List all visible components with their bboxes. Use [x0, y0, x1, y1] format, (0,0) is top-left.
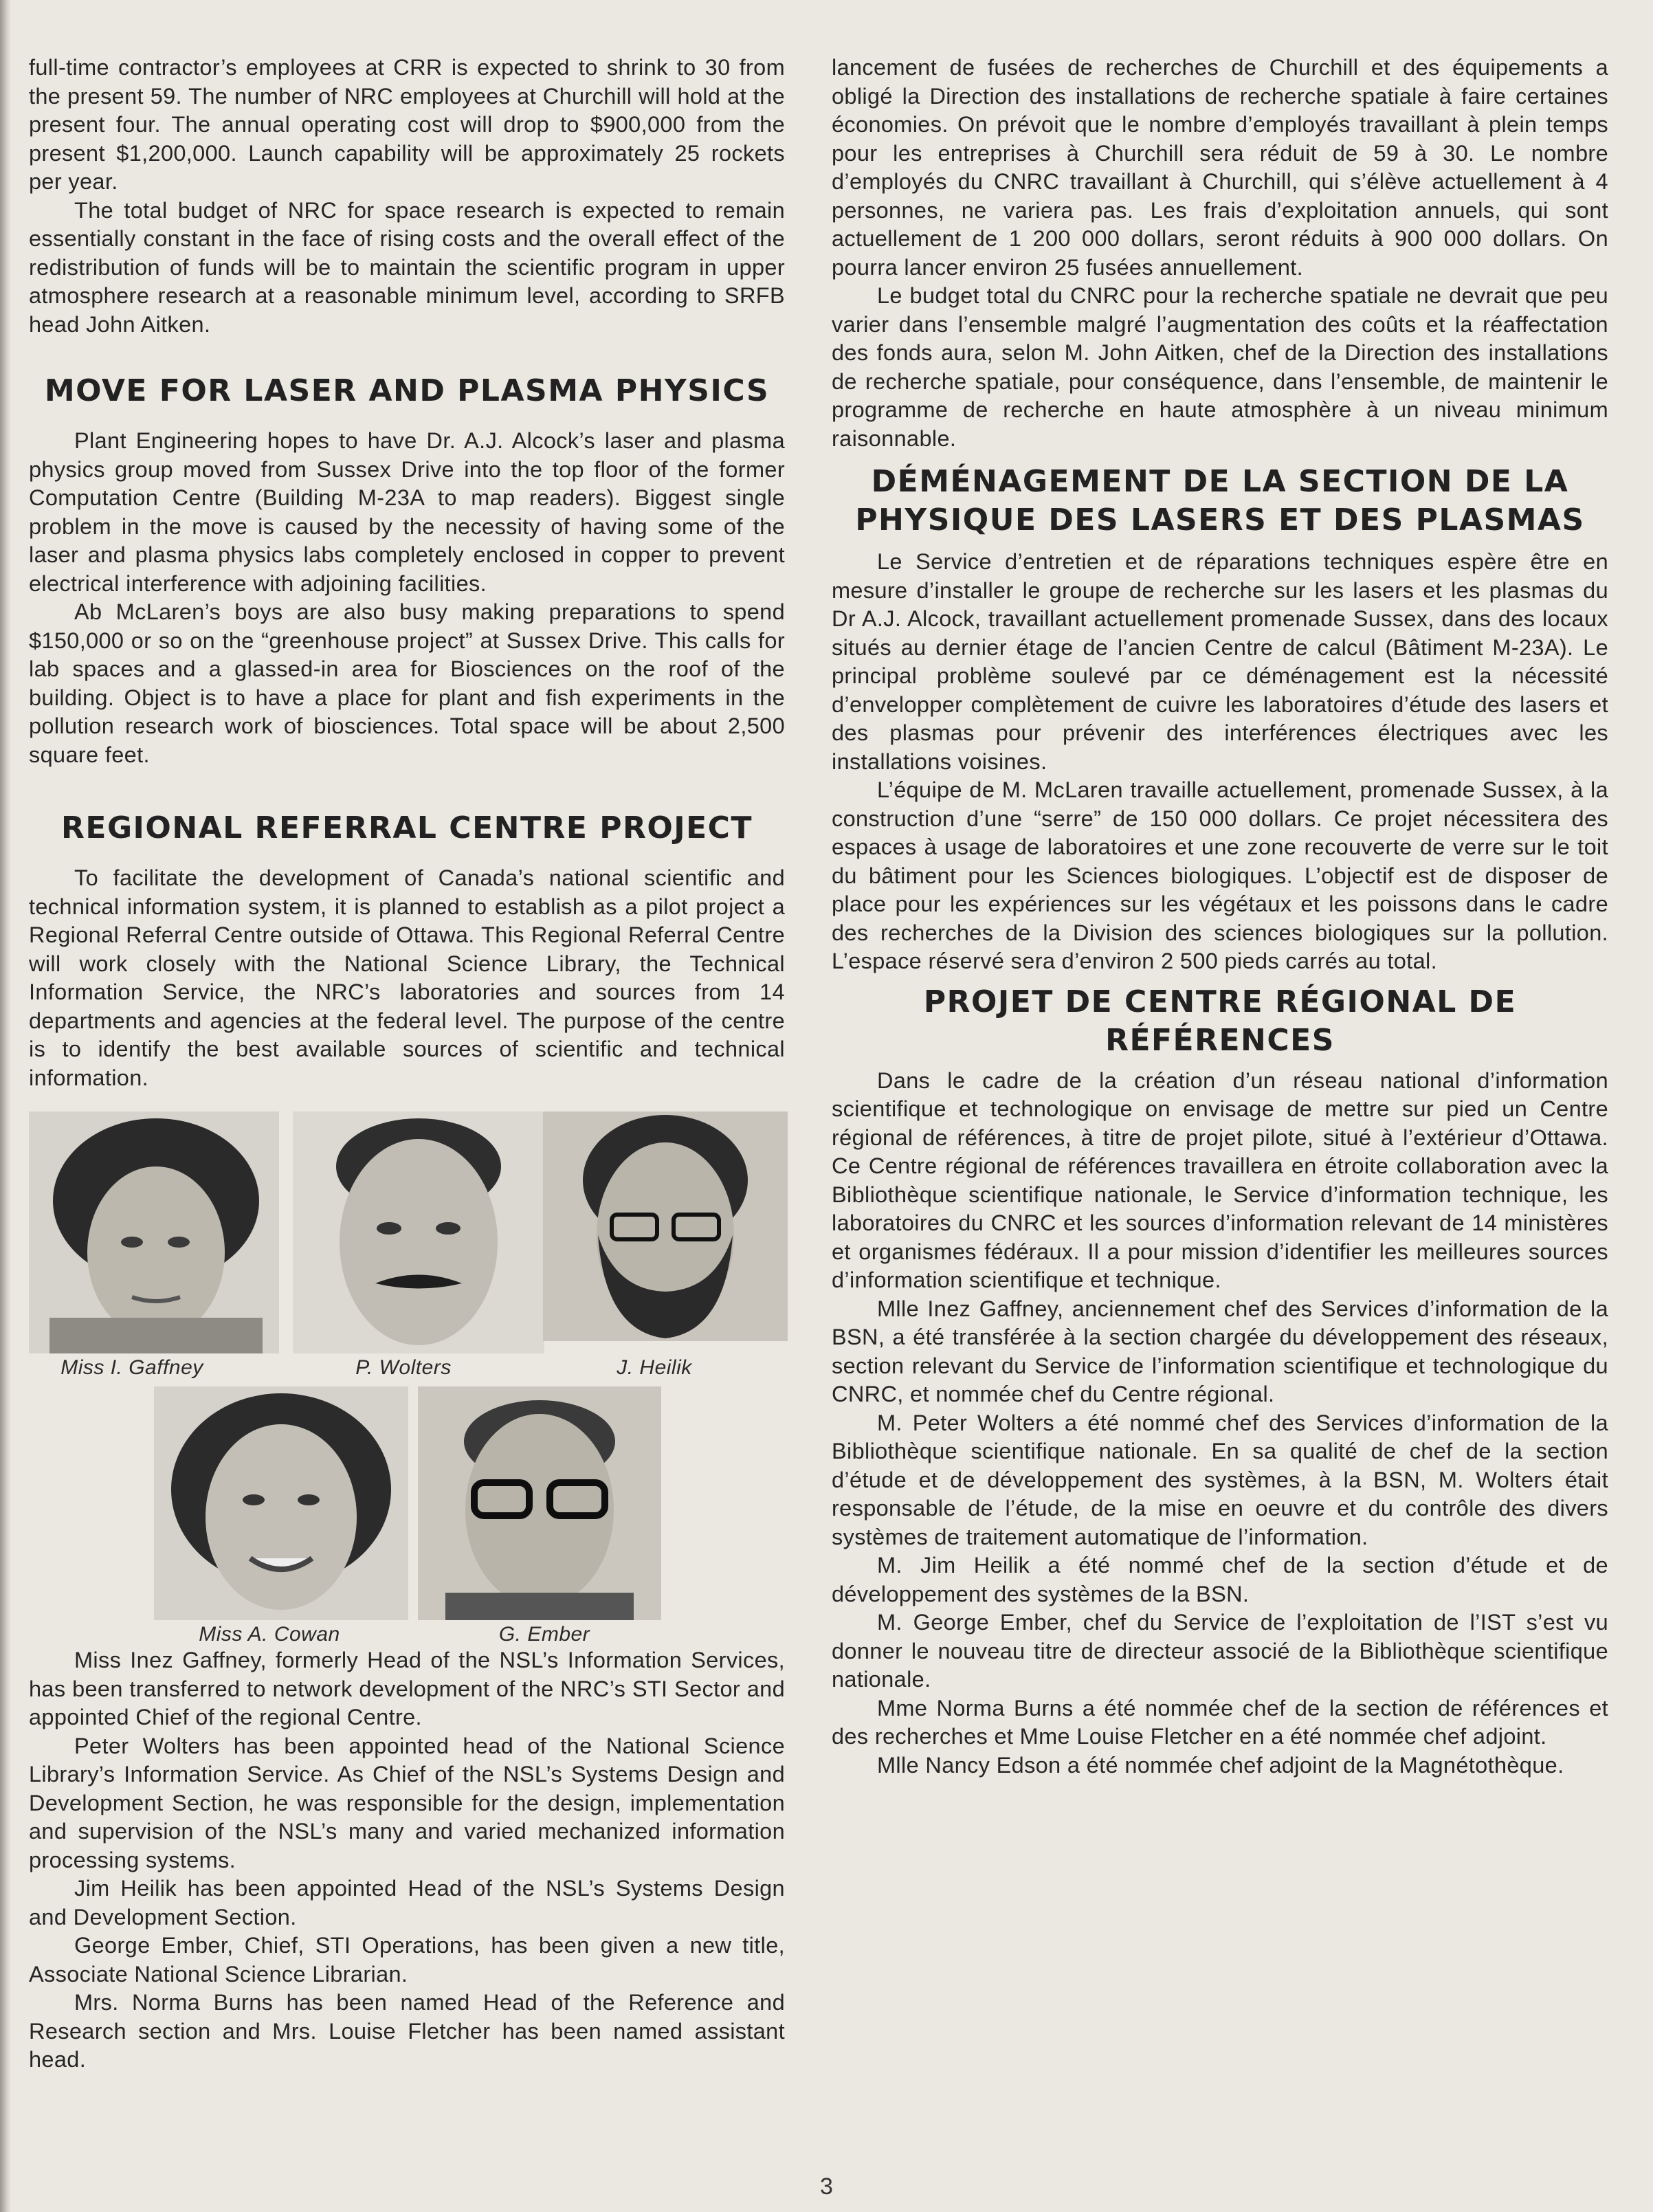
- paragraph: Mlle Inez Gaffney, anciennement chef des Services d’information de la BSN, a été transférée à la section chargée du développement des réseaux, section relevant du Service de l’information scientifique et technologique du CNRC, et nommée chef du Centre régional.: [832, 1296, 1608, 1406]
- caption-wolters: P. Wolters: [355, 1356, 452, 1379]
- paragraph: George Ember, Chief, STI Operations, has been given a new title, Associate National Science Librarian.: [29, 1933, 785, 1987]
- photo-wolters: [293, 1111, 544, 1353]
- paragraph: L’équipe de M. McLaren travaille actuellement, promenade Sussex, à la construction d’une “serre” de 150 000 dollars. Ce projet nécessitera des espaces à usage de laboratoires et une zone recouverte de verre sur le toit du bâtiment pour les Sciences biologiques. L’objectif est de disposer de place pour les expériences sur les végétaux et les poissons dans le cadre des recherches de la Division des sciences biologiques sur la pollution. L’espace réservé sera d’environ 2 500 pieds carrés au total.: [832, 777, 1608, 973]
- paragraph: The total budget of NRC for space research is expected to remain essentially constant in the face of rising costs and the overall effect of the redistribution of funds will be to maintain the scientific program in upper atmosphere research at a reasonable minimum level, according to SRFB head John Aitken.: [29, 197, 785, 337]
- heading-regional-referral: REGIONAL REFERRAL CENTRE PROJECT: [61, 810, 753, 845]
- portrait-bearded-man-icon: [543, 1111, 788, 1341]
- photo-gaffney: [29, 1111, 279, 1353]
- paragraph: Peter Wolters has been appointed head of the National Science Library’s Information Service. As Chief of the NSL’s Systems Design and Development Section, he was responsible for the design, implementation and supervision of the NSL’s many and varied mechanized information processing systems.: [29, 1733, 785, 1872]
- portrait-man-glasses-icon: [418, 1386, 661, 1620]
- paragraph: Mrs. Norma Burns has been named Head of the Reference and Research section and Mrs. Louise Fletcher has been named assistant head.: [29, 1990, 785, 2072]
- portrait-man-icon: [293, 1111, 544, 1353]
- paragraph: M. Jim Heilik a été nommé chef de la section d’étude et de développement des systèmes de la BSN.: [832, 1553, 1608, 1606]
- heading-projet-centre: PROJET DE CENTRE RÉGIONAL DE RÉFÉRENCES: [923, 984, 1517, 1058]
- caption-gaffney: Miss I. Gaffney: [60, 1356, 203, 1379]
- portrait-woman-icon: [29, 1111, 279, 1353]
- heading-laser-plasma: MOVE FOR LASER AND PLASMA PHYSICS: [44, 373, 770, 408]
- caption-cowan: Miss A. Cowan: [199, 1623, 340, 1646]
- paragraph: lancement de fusées de recherches de Churchill et des équipements a obligé la Direction des installations de recherche spatiale à faire certaines économies. On prévoit que le nombre d’employés travaillant à plein temps pour les entreprises à Churchill sera réduit de 59 à 30. Le nombre d’employés du CNRC travaillant à Churchill, qui s’élève actuellement à 4 personnes, ne variera pas. Les frais d’exploitation annuels, qui sont actuellement de 1 200 000 dollars, seront réduits à 900 000 dollars. On pourra lancer environ 25 fusées annuellement.: [832, 55, 1608, 280]
- paragraph: Mlle Nancy Edson a été nommée chef adjoint de la Magnétothèque.: [877, 1752, 1564, 1778]
- paragraph: Ab McLaren’s boys are also busy making preparations to spend $150,000 or so on the “greenhouse project” at Sussex Drive. This calls for lab spaces and a glassed-in area for Biosciences on the roof of the building. Object is to have a place for plant and fish experiments in the pollution research work of biosciences. Total space will be about 2,500 square feet.: [29, 599, 785, 767]
- paragraph: Jim Heilik has been appointed Head of the NSL’s Systems Design and Development Section.: [29, 1876, 785, 1929]
- paragraph: Mme Norma Burns a été nommée chef de la section de références et des recherches et Mme Louise Fletcher en a été nommée chef adjoint.: [832, 1695, 1608, 1749]
- paragraph: Plant Engineering hopes to have Dr. A.J. Alcock’s laser and plasma physics group moved from Sussex Drive into the top floor of the former Computation Centre (Building M-23A to map readers). Biggest single problem in the move is caused by the necessity of having some of the laser and plasma physics labs completely enclosed in copper to prevent electrical interference with adjoining facilities.: [29, 428, 785, 596]
- french-column: [832, 54, 1608, 1780]
- photo-heilik: [543, 1111, 788, 1341]
- binding-edge: [0, 0, 11, 2212]
- caption-ember: G. Ember: [498, 1623, 590, 1646]
- paragraph: M. Peter Wolters a été nommé chef des Services d’information de la Bibliothèque scientifique nationale. En sa qualité de chef de la section d’étude et de développement des systèmes, à la BSN, M. Wolters était responsable de l’étude, de la mise en oeuvre et du contrôle des divers systèmes de traitement automatique de l’information.: [832, 1410, 1608, 1549]
- photo-ember: [418, 1386, 661, 1620]
- paragraph: To facilitate the development of Canada’s national scientific and technical information system, it is planned to establish as a pilot project a Regional Referral Centre outside of Ottawa. This Regional Referral Centre will work closely with the National Science Library, the Technical Information Service, the NRC’s laboratories and sources from 14 departments and agencies at the federal level. The purpose of the centre is to identify the best available sources of scientific and technical information.: [29, 865, 785, 1090]
- english-column: [29, 54, 785, 2075]
- paragraph: Le budget total du CNRC pour la recherche spatiale ne devrait que peu varier dans l’ensemble malgré l’augmentation des coûts et la réaffectation des fonds aura, selon M. John Aitken, chef de la Direction des installations de recherche spatiale, pour conséquence, dans l’ensemble, de maintenir le programme de recherche en haute atmosphère à un niveau minimum raisonnable.: [832, 283, 1608, 451]
- paragraph: M. George Ember, chef du Service de l’exploitation de l’IST s’est vu donner le nouveau titre de directeur associé de la Bibliothèque scientifique nationale.: [832, 1610, 1608, 1692]
- page-number: 3: [820, 2174, 833, 2200]
- staff-photos: [29, 1111, 788, 1646]
- paragraph: Le Service d’entretien et de réparations techniques espère être en mesure d’installer le groupe de recherche sur les lasers et les plasmas du Dr A.J. Alcock, travaillant actuellement promenade Sussex, dans des locaux situés au dernier étage de l’ancien Centre de calcul (Bâtiment M-23A). Le principal problème soulevé par ce déménagement est la nécessité d’envelopper complètement de cuivre les laboratoires d’étude des lasers et des plasmas pour prévenir des interférences électriques avec les installations voisines.: [832, 549, 1608, 774]
- photo-cowan: [154, 1386, 408, 1620]
- paragraph: Dans le cadre de la création d’un réseau national d’information scientifique et technologique on envisage de mettre sur pied un Centre régional de références, à titre de projet pilote, situé à l’extérieur d’Ottawa. Ce Centre régional de références travaillera en étroite collaboration avec la Bibliothèque scientifique nationale, le Service d’information technique, les laboratoires du CNRC et les sources d’information relevant de 14 ministères et organismes fédéraux. Il a pour mission d’identifier les meilleures sources d’information scientifique et technique.: [832, 1068, 1608, 1292]
- portrait-woman-icon: [154, 1386, 408, 1620]
- paragraph: full-time contractor’s employees at CRR is expected to shrink to 30 from the present 59. The number of NRC employees at Churchill will hold at the present four. The annual operating cost will drop to $900,000 from the present $1,200,000. Launch capability will be approximately 25 rockets per year.: [29, 55, 785, 194]
- caption-heilik: J. Heilik: [617, 1356, 692, 1379]
- paragraph: Miss Inez Gaffney, formerly Head of the NSL’s Information Services, has been transferred to network development of the NRC’s STI Sector and appointed Chief of the regional Centre.: [29, 1648, 785, 1729]
- heading-demenagement: DÉMÉNAGEMENT DE LA SECTION DE LA PHYSIQUE DES LASERS ET DES PLASMAS: [855, 464, 1585, 538]
